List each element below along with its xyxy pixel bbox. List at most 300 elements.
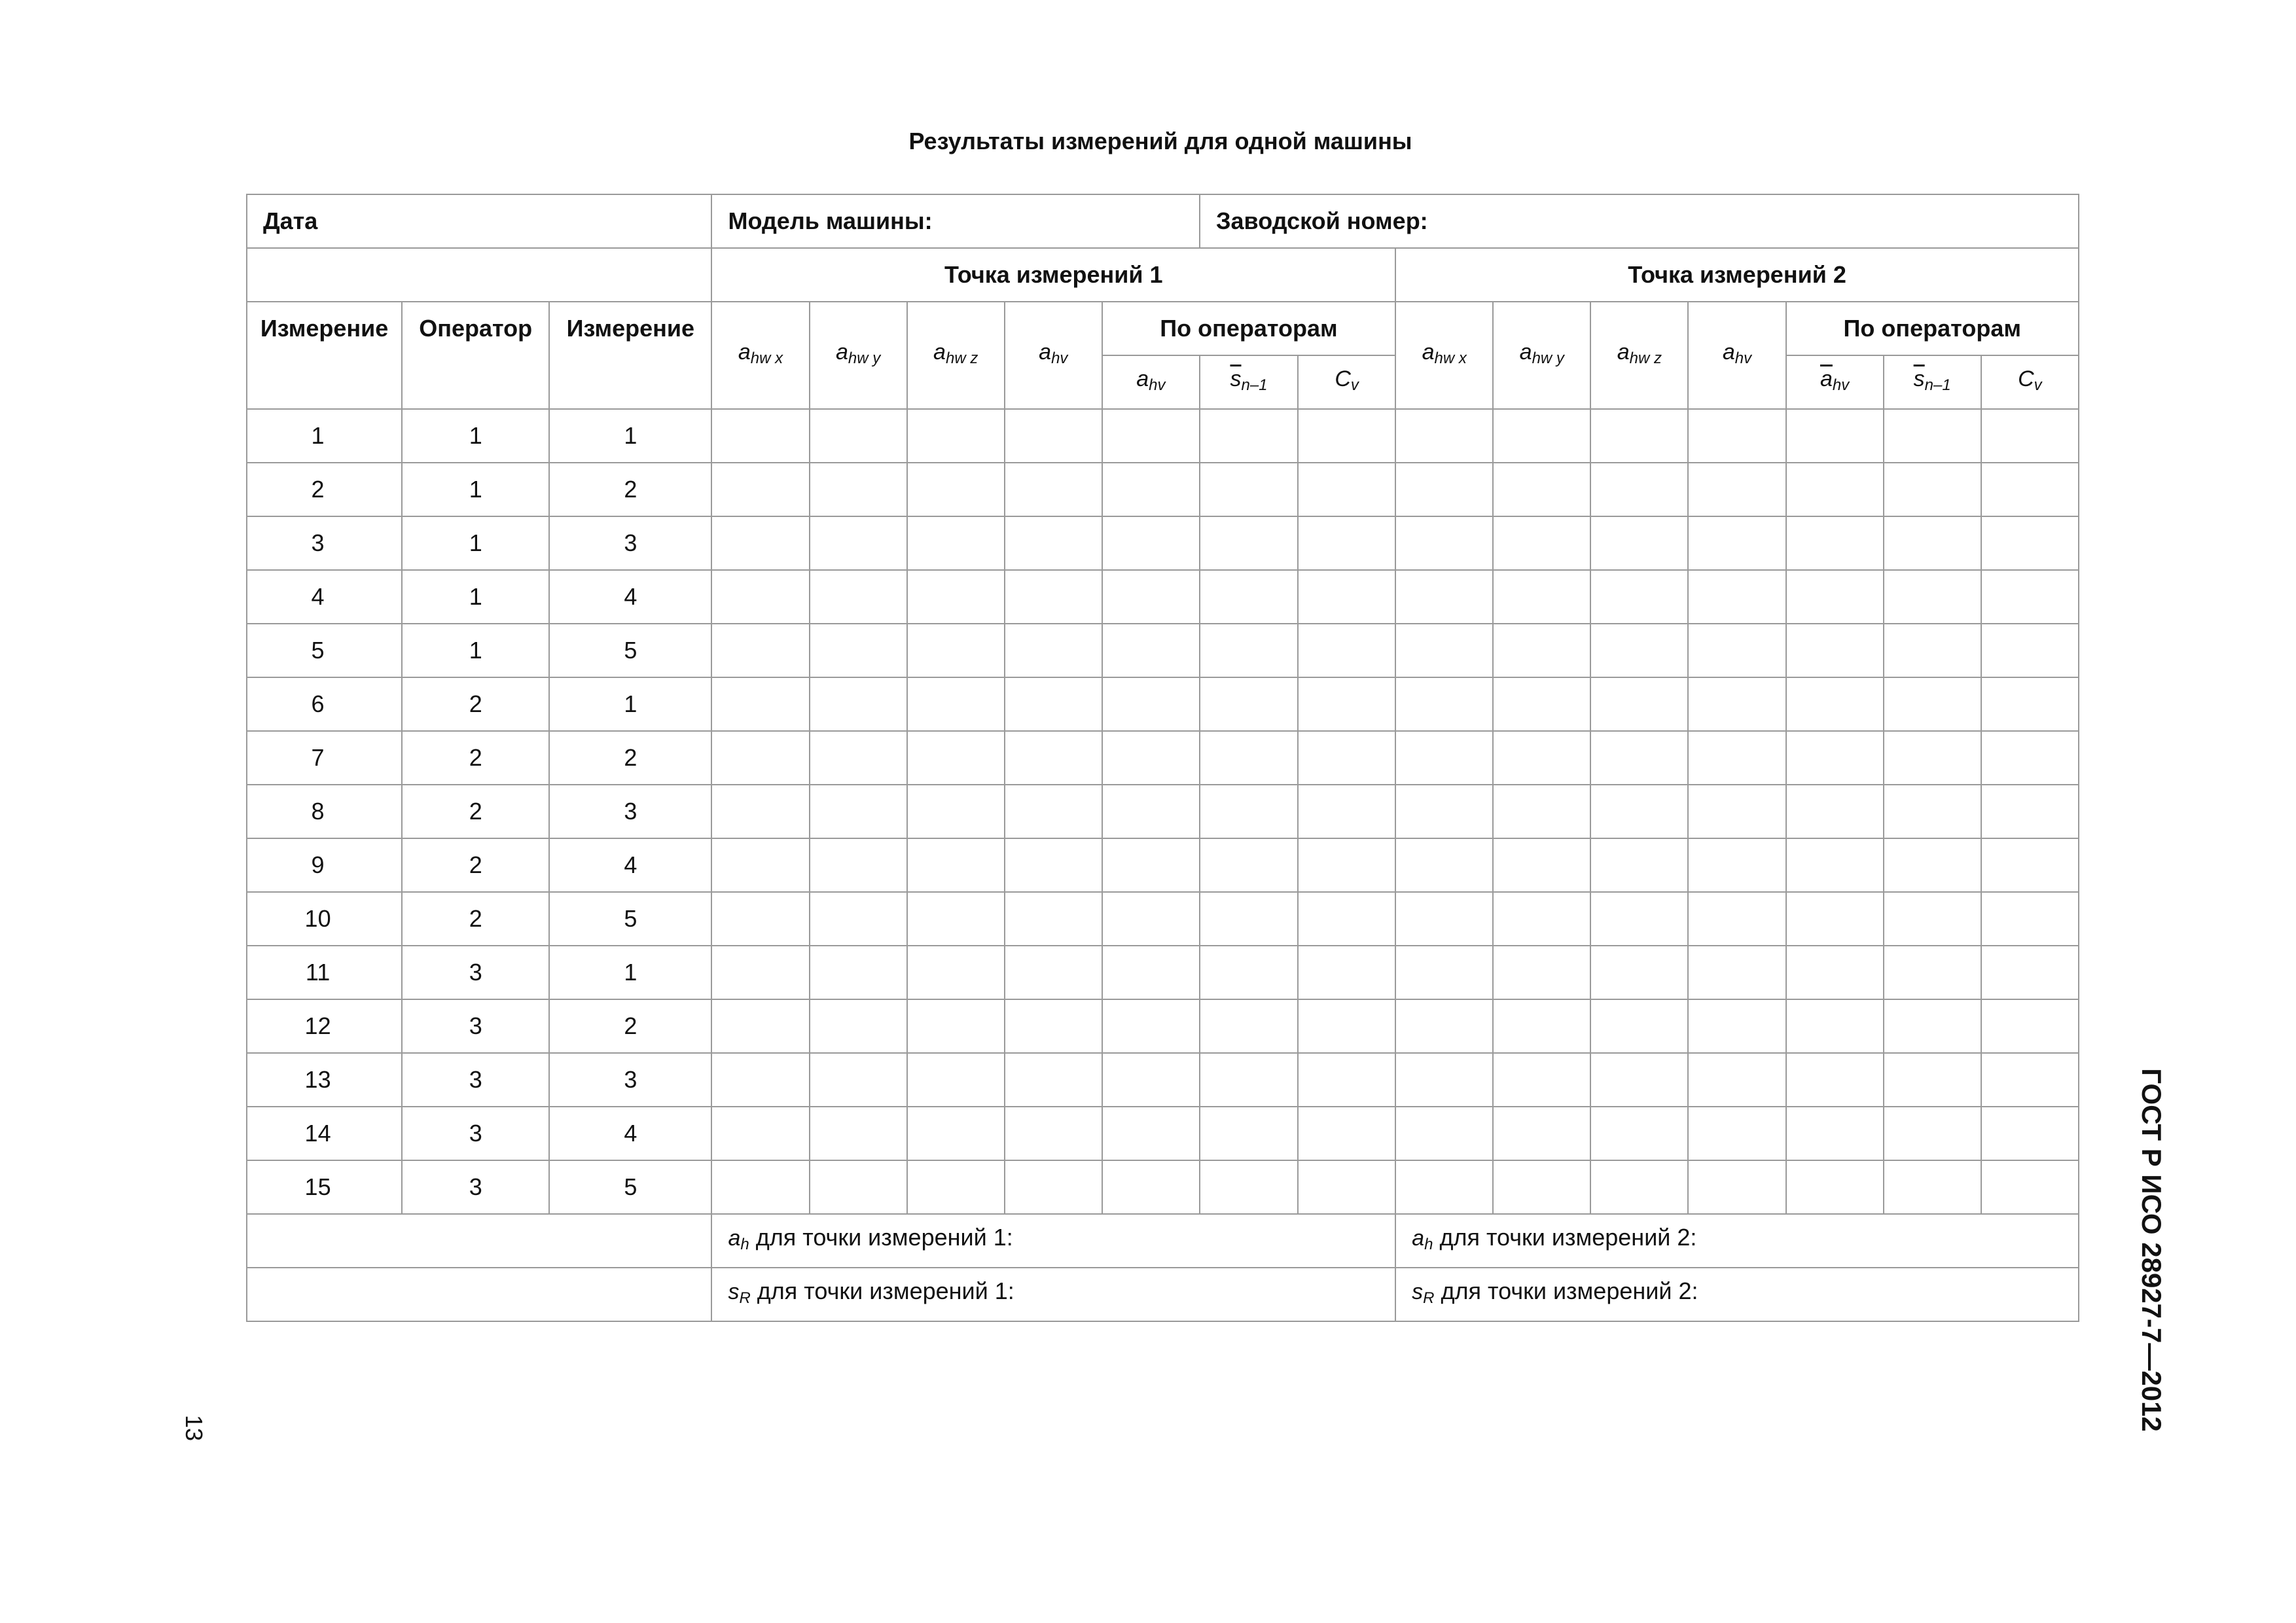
- value-input-cell[interactable]: [1102, 624, 1200, 677]
- value-input-cell[interactable]: [1102, 677, 1200, 731]
- table-row: [247, 946, 2079, 999]
- value-input-cell[interactable]: [1298, 999, 1395, 1053]
- value-input-cell[interactable]: [1884, 838, 1981, 892]
- value-input-cell[interactable]: [711, 677, 809, 731]
- operator-cell: 2: [402, 677, 549, 731]
- value-input-cell[interactable]: [1298, 731, 1395, 785]
- value-input-cell[interactable]: [1102, 516, 1200, 570]
- measurement-number-cell: 5: [247, 624, 402, 677]
- value-input-cell[interactable]: [1298, 1053, 1395, 1107]
- value-input-cell[interactable]: [1590, 946, 1688, 999]
- value-input-cell[interactable]: [1298, 463, 1395, 516]
- value-input-cell[interactable]: [711, 409, 809, 463]
- value-input-cell[interactable]: [1493, 1107, 1590, 1160]
- operator-measurement-cell: 4: [549, 838, 711, 892]
- value-input-cell[interactable]: [1493, 624, 1590, 677]
- value-input-cell[interactable]: [1005, 946, 1102, 999]
- table-row: [247, 1053, 2079, 1107]
- header-row-info: [247, 194, 2079, 248]
- value-input-cell[interactable]: [1102, 570, 1200, 624]
- value-input-cell[interactable]: [711, 516, 809, 570]
- value-input-cell[interactable]: [1200, 1053, 1298, 1107]
- operator-cell: 1: [402, 409, 549, 463]
- value-input-cell[interactable]: [1493, 731, 1590, 785]
- value-input-cell[interactable]: [1590, 1160, 1688, 1214]
- operator-measurement-cell: 5: [549, 892, 711, 946]
- value-input-cell[interactable]: [1298, 570, 1395, 624]
- value-input-cell[interactable]: [1884, 516, 1981, 570]
- value-input-cell[interactable]: [907, 731, 1005, 785]
- value-input-cell[interactable]: [1981, 570, 2079, 624]
- footer-row-sr: [247, 1268, 2079, 1321]
- value-input-cell[interactable]: [711, 838, 809, 892]
- table-row: [247, 570, 2079, 624]
- col-header-cv-p2: $C_v$: [1981, 355, 2079, 409]
- value-input-cell[interactable]: [1688, 624, 1785, 677]
- col-header-by-operators-p2: По операторам: [1786, 302, 2079, 355]
- value-input-cell[interactable]: [810, 516, 907, 570]
- value-input-cell[interactable]: [1395, 731, 1493, 785]
- value-input-cell[interactable]: [1786, 999, 1884, 1053]
- operator-cell: 1: [402, 624, 549, 677]
- value-input-cell[interactable]: [1590, 892, 1688, 946]
- value-input-cell[interactable]: [810, 624, 907, 677]
- operator-measurement-cell: 3: [549, 516, 711, 570]
- value-input-cell[interactable]: [711, 1053, 809, 1107]
- measurement-results-table: [246, 194, 2079, 1322]
- value-input-cell[interactable]: [1590, 731, 1688, 785]
- value-input-cell[interactable]: [907, 409, 1005, 463]
- value-input-cell[interactable]: [1005, 785, 1102, 838]
- measurement-number-cell: 1: [247, 409, 402, 463]
- table-row: [247, 731, 2079, 785]
- table-row: [247, 677, 2079, 731]
- value-input-cell[interactable]: [1200, 946, 1298, 999]
- operator-cell: 3: [402, 999, 549, 1053]
- value-input-cell[interactable]: [1493, 946, 1590, 999]
- value-input-cell[interactable]: [1786, 1107, 1884, 1160]
- value-input-cell[interactable]: [1200, 1160, 1298, 1214]
- footer-empty-cell: [247, 1268, 711, 1321]
- value-input-cell[interactable]: [1102, 892, 1200, 946]
- value-input-cell[interactable]: [907, 838, 1005, 892]
- value-input-cell[interactable]: [1884, 409, 1981, 463]
- value-input-cell[interactable]: [907, 677, 1005, 731]
- value-input-cell[interactable]: [1981, 409, 2079, 463]
- operator-cell: 1: [402, 570, 549, 624]
- value-input-cell[interactable]: [1102, 731, 1200, 785]
- col-header-ahwy-p1: $a_{hw y}$: [810, 302, 907, 409]
- value-input-cell[interactable]: [1688, 409, 1785, 463]
- value-input-cell[interactable]: [1786, 1053, 1884, 1107]
- value-input-cell[interactable]: [1493, 570, 1590, 624]
- col-header-measurement: Измерение: [247, 302, 402, 409]
- value-input-cell[interactable]: [1005, 1107, 1102, 1160]
- value-input-cell[interactable]: [907, 999, 1005, 1053]
- value-input-cell[interactable]: [1981, 1107, 2079, 1160]
- operator-measurement-cell: 3: [549, 1053, 711, 1107]
- footer-empty-cell: [247, 1214, 711, 1268]
- value-input-cell[interactable]: [1200, 677, 1298, 731]
- value-input-cell[interactable]: [711, 1160, 809, 1214]
- value-input-cell[interactable]: [1005, 1053, 1102, 1107]
- col-header-operator: Оператор: [402, 302, 549, 409]
- value-input-cell[interactable]: [1395, 463, 1493, 516]
- value-input-cell[interactable]: [907, 516, 1005, 570]
- value-input-cell[interactable]: [907, 463, 1005, 516]
- value-input-cell[interactable]: [1298, 624, 1395, 677]
- value-input-cell[interactable]: [1688, 1160, 1785, 1214]
- value-input-cell[interactable]: [1298, 946, 1395, 999]
- value-input-cell[interactable]: [1493, 838, 1590, 892]
- value-input-cell[interactable]: [711, 731, 809, 785]
- value-input-cell[interactable]: [1005, 570, 1102, 624]
- value-input-cell[interactable]: [1590, 516, 1688, 570]
- value-input-cell[interactable]: [1005, 892, 1102, 946]
- value-input-cell[interactable]: [1102, 785, 1200, 838]
- measurement-number-cell: 11: [247, 946, 402, 999]
- value-input-cell[interactable]: [1590, 463, 1688, 516]
- measurement-number-cell: 2: [247, 463, 402, 516]
- value-input-cell[interactable]: [1981, 731, 2079, 785]
- value-input-cell[interactable]: [1884, 1160, 1981, 1214]
- page-number-text: 13: [181, 1414, 207, 1442]
- empty-header-cell: [247, 248, 711, 302]
- page-number: [181, 1408, 207, 1448]
- value-input-cell[interactable]: [907, 570, 1005, 624]
- col-header-sn1-p1: $\overline{s}_{n-1}$: [1200, 355, 1298, 409]
- value-input-cell[interactable]: [1688, 999, 1785, 1053]
- value-input-cell[interactable]: [1493, 516, 1590, 570]
- value-input-cell[interactable]: [1981, 1160, 2079, 1214]
- value-input-cell[interactable]: [1200, 624, 1298, 677]
- value-input-cell[interactable]: [907, 946, 1005, 999]
- col-header-ahwz-p2: $a_{hw z}$: [1590, 302, 1688, 409]
- value-input-cell[interactable]: [1200, 409, 1298, 463]
- measurement-number-cell: 14: [247, 1107, 402, 1160]
- col-header-ahwx-p2: $a_{hw x}$: [1395, 302, 1493, 409]
- header-row-points: [247, 248, 2079, 302]
- value-input-cell[interactable]: [1981, 999, 2079, 1053]
- value-input-cell[interactable]: [1981, 677, 2079, 731]
- col-header-ahwy-p2: $a_{hw y}$: [1493, 302, 1590, 409]
- value-input-cell[interactable]: [1786, 731, 1884, 785]
- value-input-cell[interactable]: [1590, 570, 1688, 624]
- operator-measurement-cell: 5: [549, 1160, 711, 1214]
- model-field[interactable]: [711, 194, 1200, 248]
- value-input-cell[interactable]: [1590, 1107, 1688, 1160]
- value-input-cell[interactable]: [1395, 946, 1493, 999]
- value-input-cell[interactable]: [1688, 677, 1785, 731]
- value-input-cell[interactable]: [1005, 624, 1102, 677]
- value-input-cell[interactable]: [1884, 1107, 1981, 1160]
- point2-header: Точка измерений 2: [1395, 248, 2079, 302]
- value-input-cell[interactable]: [1688, 785, 1785, 838]
- value-input-cell[interactable]: [1200, 892, 1298, 946]
- value-input-cell[interactable]: [1590, 409, 1688, 463]
- value-input-cell[interactable]: [1102, 999, 1200, 1053]
- value-input-cell[interactable]: [1981, 624, 2079, 677]
- value-input-cell[interactable]: [1395, 1160, 1493, 1214]
- value-input-cell[interactable]: [1102, 1160, 1200, 1214]
- value-input-cell[interactable]: [1884, 570, 1981, 624]
- value-input-cell[interactable]: [810, 999, 907, 1053]
- value-input-cell[interactable]: [810, 409, 907, 463]
- value-input-cell[interactable]: [1688, 463, 1785, 516]
- measurement-number-cell: 6: [247, 677, 402, 731]
- col-header-measurement-2: Измерение: [549, 302, 711, 409]
- value-input-cell[interactable]: [1688, 731, 1785, 785]
- value-input-cell[interactable]: [1884, 677, 1981, 731]
- value-input-cell[interactable]: [1493, 1053, 1590, 1107]
- table-row: [247, 624, 2079, 677]
- value-input-cell[interactable]: [1981, 838, 2079, 892]
- value-input-cell[interactable]: [1298, 516, 1395, 570]
- value-input-cell[interactable]: [1786, 1160, 1884, 1214]
- value-input-cell[interactable]: [711, 946, 809, 999]
- value-input-cell[interactable]: [1395, 570, 1493, 624]
- operator-cell: 2: [402, 892, 549, 946]
- value-input-cell[interactable]: [1786, 463, 1884, 516]
- operator-cell: 3: [402, 1107, 549, 1160]
- date-field[interactable]: [247, 194, 711, 248]
- value-input-cell[interactable]: [1395, 624, 1493, 677]
- value-input-cell[interactable]: [907, 1053, 1005, 1107]
- value-input-cell[interactable]: [711, 999, 809, 1053]
- page-title: Результаты измерений для одной машины: [908, 128, 1412, 154]
- value-input-cell[interactable]: [1200, 516, 1298, 570]
- value-input-cell[interactable]: [1200, 838, 1298, 892]
- value-input-cell[interactable]: [711, 785, 809, 838]
- value-input-cell[interactable]: [1884, 1053, 1981, 1107]
- operator-measurement-cell: 3: [549, 785, 711, 838]
- table-row: [247, 516, 2079, 570]
- value-input-cell[interactable]: [1981, 516, 2079, 570]
- measurement-number-cell: 4: [247, 570, 402, 624]
- col-header-cv-p1: $C_v$: [1298, 355, 1395, 409]
- operator-cell: 2: [402, 731, 549, 785]
- value-input-cell[interactable]: [1590, 624, 1688, 677]
- value-input-cell[interactable]: [907, 1160, 1005, 1214]
- value-input-cell[interactable]: [810, 570, 907, 624]
- value-input-cell[interactable]: [1395, 677, 1493, 731]
- serial-label: Заводской номер:: [1215, 207, 1428, 234]
- value-input-cell[interactable]: [1688, 946, 1785, 999]
- value-input-cell[interactable]: [810, 1107, 907, 1160]
- value-input-cell[interactable]: [1493, 1160, 1590, 1214]
- measurement-number-cell: 7: [247, 731, 402, 785]
- table-row: [247, 1160, 2079, 1214]
- value-input-cell[interactable]: [1005, 677, 1102, 731]
- value-input-cell[interactable]: [1590, 677, 1688, 731]
- value-input-cell[interactable]: [1005, 463, 1102, 516]
- value-input-cell[interactable]: [1590, 785, 1688, 838]
- value-input-cell[interactable]: [1786, 892, 1884, 946]
- value-input-cell[interactable]: [1298, 892, 1395, 946]
- value-input-cell[interactable]: [1590, 1053, 1688, 1107]
- value-input-cell[interactable]: [1884, 785, 1981, 838]
- serial-number-field[interactable]: [1200, 194, 2079, 248]
- value-input-cell[interactable]: [1884, 463, 1981, 516]
- value-input-cell[interactable]: [1298, 838, 1395, 892]
- table-row: [247, 892, 2079, 946]
- value-input-cell[interactable]: [1786, 570, 1884, 624]
- value-input-cell[interactable]: [1395, 409, 1493, 463]
- value-input-cell[interactable]: [711, 1107, 809, 1160]
- value-input-cell[interactable]: [1884, 731, 1981, 785]
- value-input-cell[interactable]: [1395, 838, 1493, 892]
- header-row-columns: [247, 302, 2079, 355]
- value-input-cell[interactable]: [810, 785, 907, 838]
- value-input-cell[interactable]: [1005, 516, 1102, 570]
- value-input-cell[interactable]: [1102, 409, 1200, 463]
- value-input-cell[interactable]: [1688, 570, 1785, 624]
- operator-measurement-cell: 1: [549, 946, 711, 999]
- operator-cell: 2: [402, 785, 549, 838]
- value-input-cell[interactable]: [1005, 838, 1102, 892]
- value-input-cell[interactable]: [810, 1160, 907, 1214]
- ah-point2-field[interactable]: ah для точки измерений 2:: [1395, 1214, 2079, 1268]
- value-input-cell[interactable]: [1493, 409, 1590, 463]
- value-input-cell[interactable]: [1298, 1107, 1395, 1160]
- measurement-number-cell: 9: [247, 838, 402, 892]
- value-input-cell[interactable]: [1102, 1107, 1200, 1160]
- value-input-cell[interactable]: [1786, 409, 1884, 463]
- value-input-cell[interactable]: [1395, 892, 1493, 946]
- value-input-cell[interactable]: [907, 785, 1005, 838]
- value-input-cell[interactable]: [1005, 731, 1102, 785]
- ah-point1-field[interactable]: ah для точки измерений 1:: [711, 1214, 1395, 1268]
- value-input-cell[interactable]: [1395, 1107, 1493, 1160]
- value-input-cell[interactable]: [1884, 892, 1981, 946]
- value-input-cell[interactable]: [1200, 785, 1298, 838]
- point1-header: Точка измерений 1: [711, 248, 1395, 302]
- col-header-sn1-p2: $\overline{s}_{n-1}$: [1884, 355, 1981, 409]
- value-input-cell[interactable]: [1688, 1107, 1785, 1160]
- value-input-cell[interactable]: [1298, 785, 1395, 838]
- col-header-ahv-p1: $a_{hv}$: [1005, 302, 1102, 409]
- table-row: [247, 785, 2079, 838]
- standard-reference-text: ГОСТ Р ИСО 28927-7—2012: [2136, 1068, 2167, 1432]
- operator-measurement-cell: 2: [549, 999, 711, 1053]
- value-input-cell[interactable]: [810, 731, 907, 785]
- value-input-cell[interactable]: [1395, 785, 1493, 838]
- value-input-cell[interactable]: [1590, 838, 1688, 892]
- value-input-cell[interactable]: [711, 892, 809, 946]
- value-input-cell[interactable]: [1298, 1160, 1395, 1214]
- value-input-cell[interactable]: [1200, 570, 1298, 624]
- operator-cell: 3: [402, 946, 549, 999]
- value-input-cell[interactable]: [1688, 516, 1785, 570]
- table-row: [247, 1107, 2079, 1160]
- value-input-cell[interactable]: [1005, 1160, 1102, 1214]
- value-input-cell[interactable]: [1590, 999, 1688, 1053]
- value-input-cell[interactable]: [1395, 999, 1493, 1053]
- value-input-cell[interactable]: [1981, 785, 2079, 838]
- value-input-cell[interactable]: [1688, 892, 1785, 946]
- operator-measurement-cell: 4: [549, 570, 711, 624]
- col-header-ahv-mean-p1: $a_{hv}$: [1102, 355, 1200, 409]
- value-input-cell[interactable]: [1200, 463, 1298, 516]
- value-input-cell[interactable]: [1786, 516, 1884, 570]
- value-input-cell[interactable]: [810, 838, 907, 892]
- value-input-cell[interactable]: [810, 1053, 907, 1107]
- value-input-cell[interactable]: [1200, 1107, 1298, 1160]
- col-header-ahv-p2: $a_{hv}$: [1688, 302, 1785, 409]
- value-input-cell[interactable]: [1786, 624, 1884, 677]
- value-input-cell[interactable]: [1493, 892, 1590, 946]
- value-input-cell[interactable]: [907, 624, 1005, 677]
- value-input-cell[interactable]: [1298, 677, 1395, 731]
- value-input-cell[interactable]: [1493, 463, 1590, 516]
- value-input-cell[interactable]: [1102, 463, 1200, 516]
- col-header-ahwz-p1: $a_{hw z}$: [907, 302, 1005, 409]
- value-input-cell[interactable]: [1395, 516, 1493, 570]
- value-input-cell[interactable]: [1981, 463, 2079, 516]
- value-input-cell[interactable]: [1005, 409, 1102, 463]
- value-input-cell[interactable]: [1884, 946, 1981, 999]
- value-input-cell[interactable]: [1005, 999, 1102, 1053]
- measurement-number-cell: 13: [247, 1053, 402, 1107]
- sr-point2-field[interactable]: sR для точки измерений 2:: [1395, 1268, 2079, 1321]
- value-input-cell[interactable]: [810, 463, 907, 516]
- value-input-cell[interactable]: [1981, 892, 2079, 946]
- value-input-cell[interactable]: [1298, 409, 1395, 463]
- measurement-number-cell: 10: [247, 892, 402, 946]
- value-input-cell[interactable]: [907, 892, 1005, 946]
- value-input-cell[interactable]: [1884, 999, 1981, 1053]
- table-row: [247, 409, 2079, 463]
- value-input-cell[interactable]: [1786, 838, 1884, 892]
- value-input-cell[interactable]: [1493, 677, 1590, 731]
- value-input-cell[interactable]: [711, 624, 809, 677]
- value-input-cell[interactable]: [1200, 999, 1298, 1053]
- operator-cell: 2: [402, 838, 549, 892]
- sr-point1-field[interactable]: sR для точки измерений 1:: [711, 1268, 1395, 1321]
- value-input-cell[interactable]: [810, 946, 907, 999]
- value-input-cell[interactable]: [711, 570, 809, 624]
- value-input-cell[interactable]: [1200, 731, 1298, 785]
- col-header-ahwx-p1: $a_{hw x}$: [711, 302, 809, 409]
- value-input-cell[interactable]: [1102, 838, 1200, 892]
- value-input-cell[interactable]: [810, 892, 907, 946]
- value-input-cell[interactable]: [711, 463, 809, 516]
- operator-cell: 1: [402, 516, 549, 570]
- value-input-cell[interactable]: [1493, 785, 1590, 838]
- value-input-cell[interactable]: [907, 1107, 1005, 1160]
- value-input-cell[interactable]: [1884, 624, 1981, 677]
- value-input-cell[interactable]: [1786, 785, 1884, 838]
- operator-measurement-cell: 2: [549, 731, 711, 785]
- value-input-cell[interactable]: [1102, 1053, 1200, 1107]
- model-label: Модель машины:: [728, 207, 933, 234]
- date-label: Дата: [263, 207, 318, 234]
- operator-cell: 3: [402, 1053, 549, 1107]
- value-input-cell[interactable]: [1688, 838, 1785, 892]
- measurement-number-cell: 12: [247, 999, 402, 1053]
- value-input-cell[interactable]: [1102, 946, 1200, 999]
- value-input-cell[interactable]: [1688, 1053, 1785, 1107]
- value-input-cell[interactable]: [1981, 946, 2079, 999]
- operator-measurement-cell: 2: [549, 463, 711, 516]
- value-input-cell[interactable]: [1786, 677, 1884, 731]
- value-input-cell[interactable]: [1493, 999, 1590, 1053]
- value-input-cell[interactable]: [1786, 946, 1884, 999]
- value-input-cell[interactable]: [810, 677, 907, 731]
- value-input-cell[interactable]: [1981, 1053, 2079, 1107]
- value-input-cell[interactable]: [1395, 1053, 1493, 1107]
- operator-cell: 3: [402, 1160, 549, 1214]
